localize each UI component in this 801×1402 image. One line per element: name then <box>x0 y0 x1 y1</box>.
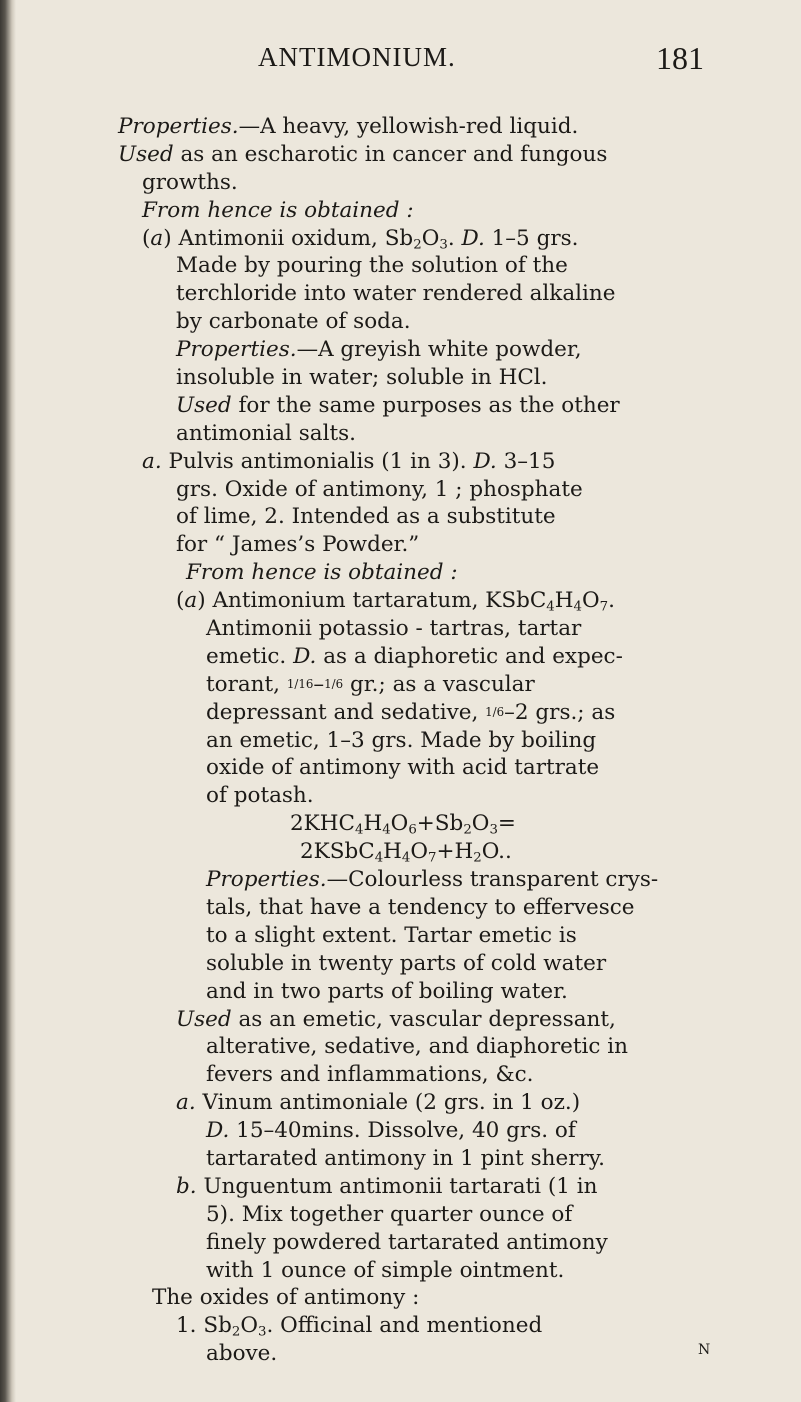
text-line: 5). Mix together quarter ounce of <box>206 1201 573 1227</box>
text-line: Properties.—A heavy, yellowish-red liquid. <box>118 114 579 139</box>
text-line: tartarated antimony in 1 pint sherry. <box>206 1145 605 1171</box>
text-line: b. Unguentum antimonii tartarati (1 in <box>176 1173 598 1199</box>
text-line: growths. <box>142 169 238 195</box>
text-line: oxide of antimony with acid tartrate <box>206 755 600 781</box>
page-number: 181 <box>656 40 704 76</box>
text-line: Antimonii potassio - tartras, tartar <box>206 616 582 642</box>
text-line: alterative, sedative, and diaphoretic in <box>206 1034 628 1060</box>
text-line: From hence is obtained : <box>142 197 414 223</box>
chemical-equation-line: $2KSbC_4H_4O_7+H_2O$.. <box>300 839 512 866</box>
text-line: antimonial salts. <box>176 420 356 446</box>
chemical-equation-line: $2KHC_4H_4O_6+Sb_2O_3=$ <box>290 811 516 838</box>
text-line: Properties.—Colourless transparent crys- <box>206 867 659 893</box>
text-line: a. Pulvis antimonialis (1 in 3). D. 3–15 <box>142 448 556 474</box>
text-line: of lime, 2. Intended as a substitute <box>176 504 556 530</box>
text-line: by carbonate of soda. <box>176 309 411 335</box>
text-line: grs. Oxide of antimony, 1 ; phosphate <box>176 476 583 502</box>
text-line: From hence is obtained : <box>186 560 458 586</box>
text-line: Made by pouring the solution of the <box>176 253 568 279</box>
text-line: Used as an emetic, vascular depressant, <box>176 1006 616 1032</box>
text-line: Used as an escharotic in cancer and fungous <box>118 141 608 167</box>
running-header <box>0 40 801 80</box>
text-line: a. Vinum antimoniale (2 grs. in 1 oz.) <box>176 1090 581 1116</box>
text-line: for “ James’s Powder.” <box>176 532 420 558</box>
text-line: torant, 1/16–1/6 gr.; as a vascular <box>206 671 535 697</box>
text-line: D. 15–40mins. Dissolve, 40 grs. of <box>206 1118 576 1144</box>
text-line: The oxides of antimony : <box>152 1285 420 1311</box>
text-line: (a) Antimonii oxidum, $Sb_2O_3$. D. 1–5 grs. <box>142 225 579 252</box>
text-line: insoluble in water; soluble in HCl. <box>176 365 548 391</box>
text-line: Used for the same purposes as the other <box>176 392 620 418</box>
page-binding-edge <box>0 0 16 1402</box>
text-line: with 1 ounce of simple ointment. <box>206 1257 565 1283</box>
text-line: an emetic, 1–3 grs. Made by boiling <box>206 727 597 753</box>
text-line: soluble in twenty parts of cold water <box>206 950 607 976</box>
text-line: tals, that have a tendency to effervesce <box>206 894 635 920</box>
signature-mark: N <box>698 1342 711 1358</box>
running-title: ANTIMONIUM. <box>258 42 456 72</box>
text-line: (a) Antimonium tartaratum, $KSbC_4H_4O_7$. <box>176 588 615 615</box>
text-line: emetic. D. as a diaphoretic and expec- <box>206 643 623 669</box>
text-line: terchloride into water rendered alkaline <box>176 281 616 307</box>
text-line: above. <box>206 1341 278 1367</box>
text-line: to a slight extent. Tartar emetic is <box>206 922 577 948</box>
text-line: 1. $Sb_2O_3$. Officinal and mentioned <box>176 1313 543 1340</box>
text-line: and in two parts of boiling water. <box>206 978 568 1004</box>
text-line: Properties.—A greyish white powder, <box>176 337 582 363</box>
text-line: fevers and inflammations, &c. <box>206 1062 534 1088</box>
text-line: of potash. <box>206 783 314 809</box>
text-line: depressant and sedative, 1/6–2 grs.; as <box>206 699 616 725</box>
body-text <box>118 113 778 1368</box>
text-line: finely powdered tartarated antimony <box>206 1229 608 1255</box>
